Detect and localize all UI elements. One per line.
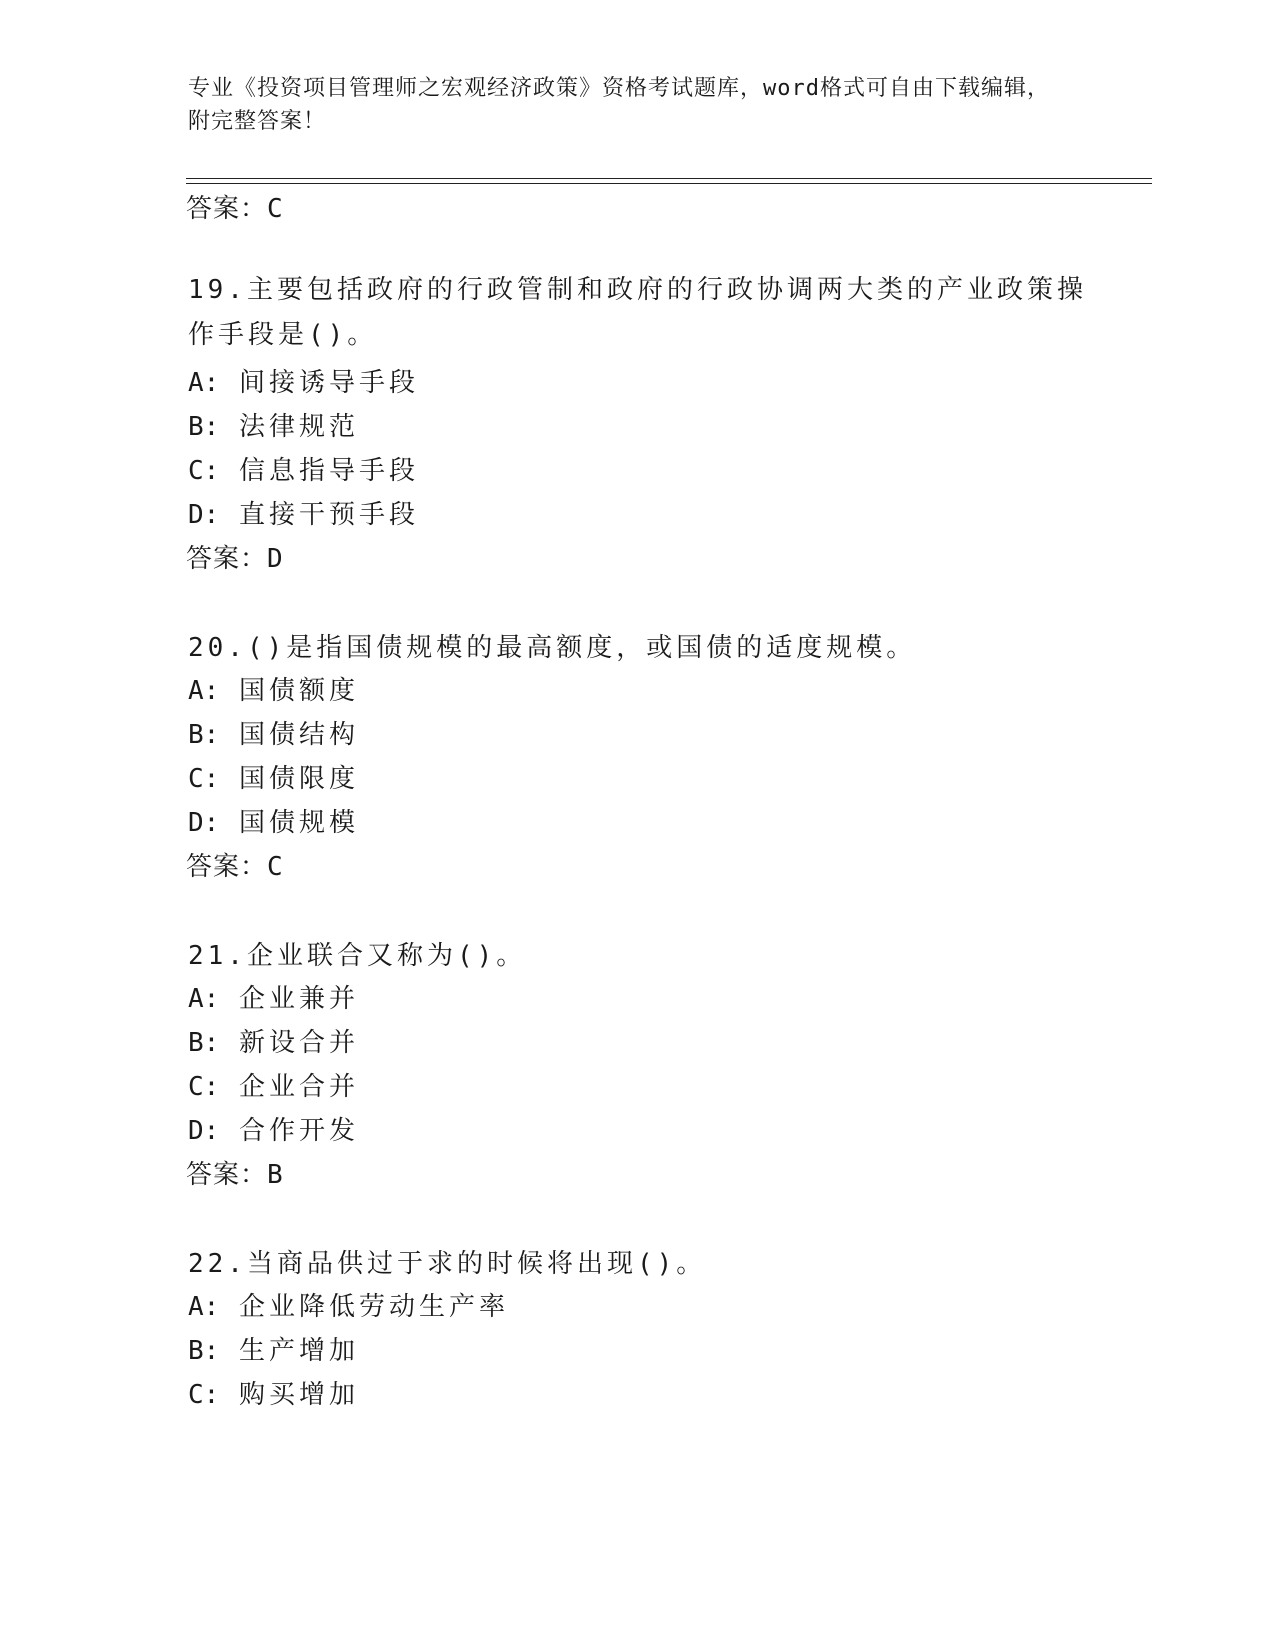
option-text: 生产增加 [238, 1336, 359, 1366]
option-text: 国债结构 [238, 720, 359, 750]
option-letter: B: [188, 720, 220, 750]
question-19-option-b [188, 406, 359, 443]
question-19-answer: 答案：D [186, 544, 284, 574]
question-21-option-b [188, 1022, 359, 1059]
document-header-note: 专业《投资项目管理师之宏观经济政策》资格考试题库，word格式可自由下载编辑，附完整答案！ [188, 76, 1050, 134]
question-22-option-a [188, 1286, 509, 1323]
option-letter: C: [188, 1380, 220, 1410]
option-text: 合作开发 [238, 1116, 359, 1146]
question-19-option-d [188, 494, 419, 531]
option-letter: D: [188, 1116, 220, 1146]
question-21-answer: 答案：B [186, 1160, 284, 1190]
question-22-option-c [188, 1374, 359, 1411]
option-text: 企业降低劳动生产率 [238, 1292, 509, 1322]
question-20-option-d [188, 802, 359, 839]
question-21-stem: 21.企业联合又称为()。 [188, 941, 527, 971]
option-text: 直接干预手段 [238, 500, 419, 530]
option-letter: A: [188, 676, 220, 706]
option-text: 企业兼并 [238, 984, 359, 1014]
option-letter: C: [188, 1072, 220, 1102]
option-letter: A: [188, 984, 220, 1014]
option-text: 法律规范 [238, 412, 359, 442]
question-20-option-c [188, 758, 359, 795]
question-21-option-d [188, 1110, 359, 1147]
option-text: 新设合并 [238, 1028, 359, 1058]
question-21-option-a [188, 978, 359, 1015]
option-letter: B: [188, 412, 220, 442]
question-19-stem: 19.主要包括政府的行政管制和政府的行政协调两大类的产业政策操作手段是()。 [188, 275, 1087, 350]
question-20-option-b [188, 714, 359, 751]
option-text: 国债规模 [238, 808, 359, 838]
option-text: 国债限度 [238, 764, 359, 794]
option-letter: C: [188, 764, 220, 794]
header-divider-line-second [186, 183, 1152, 184]
question-19-option-c [188, 450, 419, 487]
option-text: 信息指导手段 [238, 456, 419, 486]
question-19-option-a [188, 362, 419, 399]
option-letter: B: [188, 1336, 220, 1366]
option-text: 企业合并 [238, 1072, 359, 1102]
question-20-option-a [188, 670, 359, 707]
option-letter: B: [188, 1028, 220, 1058]
option-text: 国债额度 [238, 676, 359, 706]
question-22-stem: 22.当商品供过于求的时候将出现()。 [188, 1249, 707, 1279]
option-letter: D: [188, 500, 220, 530]
option-letter: A: [188, 368, 220, 398]
option-letter: C: [188, 456, 220, 486]
question-20-answer: 答案：C [186, 852, 284, 882]
option-letter: A: [188, 1292, 220, 1322]
header-divider-line [186, 178, 1152, 179]
question-21-option-c [188, 1066, 359, 1103]
option-letter: D: [188, 808, 220, 838]
previous-answer: 答案：C [186, 194, 284, 224]
option-text: 间接诱导手段 [238, 368, 419, 398]
question-20-stem: 20.()是指国债规模的最高额度，或国债的适度规模。 [188, 633, 917, 663]
question-22-option-b [188, 1330, 359, 1367]
option-text: 购买增加 [238, 1380, 359, 1410]
